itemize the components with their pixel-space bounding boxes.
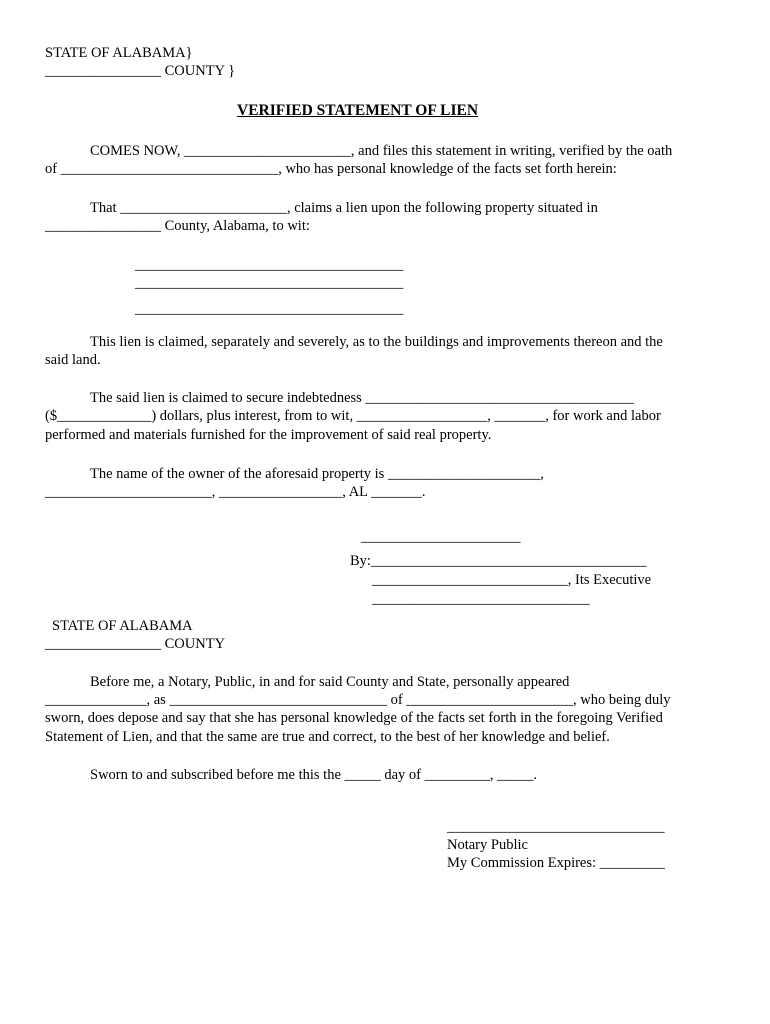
property-line-1: _____________________________________ xyxy=(135,257,404,273)
notary-title: Notary Public xyxy=(447,837,528,853)
commission-expires: My Commission Expires: _________ xyxy=(447,855,665,871)
county-line: ________________ COUNTY } xyxy=(45,63,236,79)
para5-line1: The name of the owner of the aforesaid property is _____________________, xyxy=(90,466,544,482)
para4-line3: performed and materials furnished for the improvement of said real property. xyxy=(45,427,492,443)
ack-state-line: STATE OF ALABAMA xyxy=(52,618,193,634)
para6-line3: sworn, does depose and say that she has personal knowledge of the facts set forth in the foregoing Verified xyxy=(45,710,663,726)
signature-line: ______________________ xyxy=(361,529,521,545)
para4-line2: ($_____________) dollars, plus interest, from to wit, __________________, _______, for work and labor xyxy=(45,408,661,424)
para3-line2: said land. xyxy=(45,352,101,368)
para1-line1: COMES NOW, _______________________, and files this statement in writing, verified by the oath xyxy=(90,143,673,159)
property-line-3: _____________________________________ xyxy=(135,301,404,317)
signature-extra-line: ______________________________ xyxy=(372,591,590,607)
para3-line1: This lien is claimed, separately and severely, as to the buildings and improvements thereon and the xyxy=(90,334,663,350)
state-line: STATE OF ALABAMA} xyxy=(45,45,193,61)
by-line: By:______________________________________ xyxy=(350,553,647,569)
executive-line: ___________________________, Its Executive xyxy=(372,572,652,588)
notary-signature-line: ______________________________ xyxy=(447,819,665,835)
para6-line2: ______________, as ______________________________ of _______________________, who being duly xyxy=(45,692,671,708)
sworn-line: Sworn to and subscribed before me this the _____ day of _________, _____. xyxy=(90,767,538,783)
para6-line1: Before me, a Notary, Public, in and for said County and State, personally appeared xyxy=(90,674,570,690)
para5-line2: _______________________, _________________, AL _______. xyxy=(45,484,426,500)
para2-line1: That _______________________, claims a lien upon the following property situated in xyxy=(90,200,598,216)
ack-county-line: ________________ COUNTY xyxy=(45,636,226,652)
para1-line2: of ______________________________, who has personal knowledge of the facts set forth herein: xyxy=(45,161,617,177)
para4-line1: The said lien is claimed to secure indebtedness _____________________________________ xyxy=(90,390,634,406)
document-title: VERIFIED STATEMENT OF LIEN xyxy=(237,102,479,119)
property-line-2: _____________________________________ xyxy=(135,275,404,291)
para6-line4: Statement of Lien, and that the same are true and correct, to the best of her knowledge and belief. xyxy=(45,729,610,745)
para2-line2: ________________ County, Alabama, to wit: xyxy=(45,218,310,234)
